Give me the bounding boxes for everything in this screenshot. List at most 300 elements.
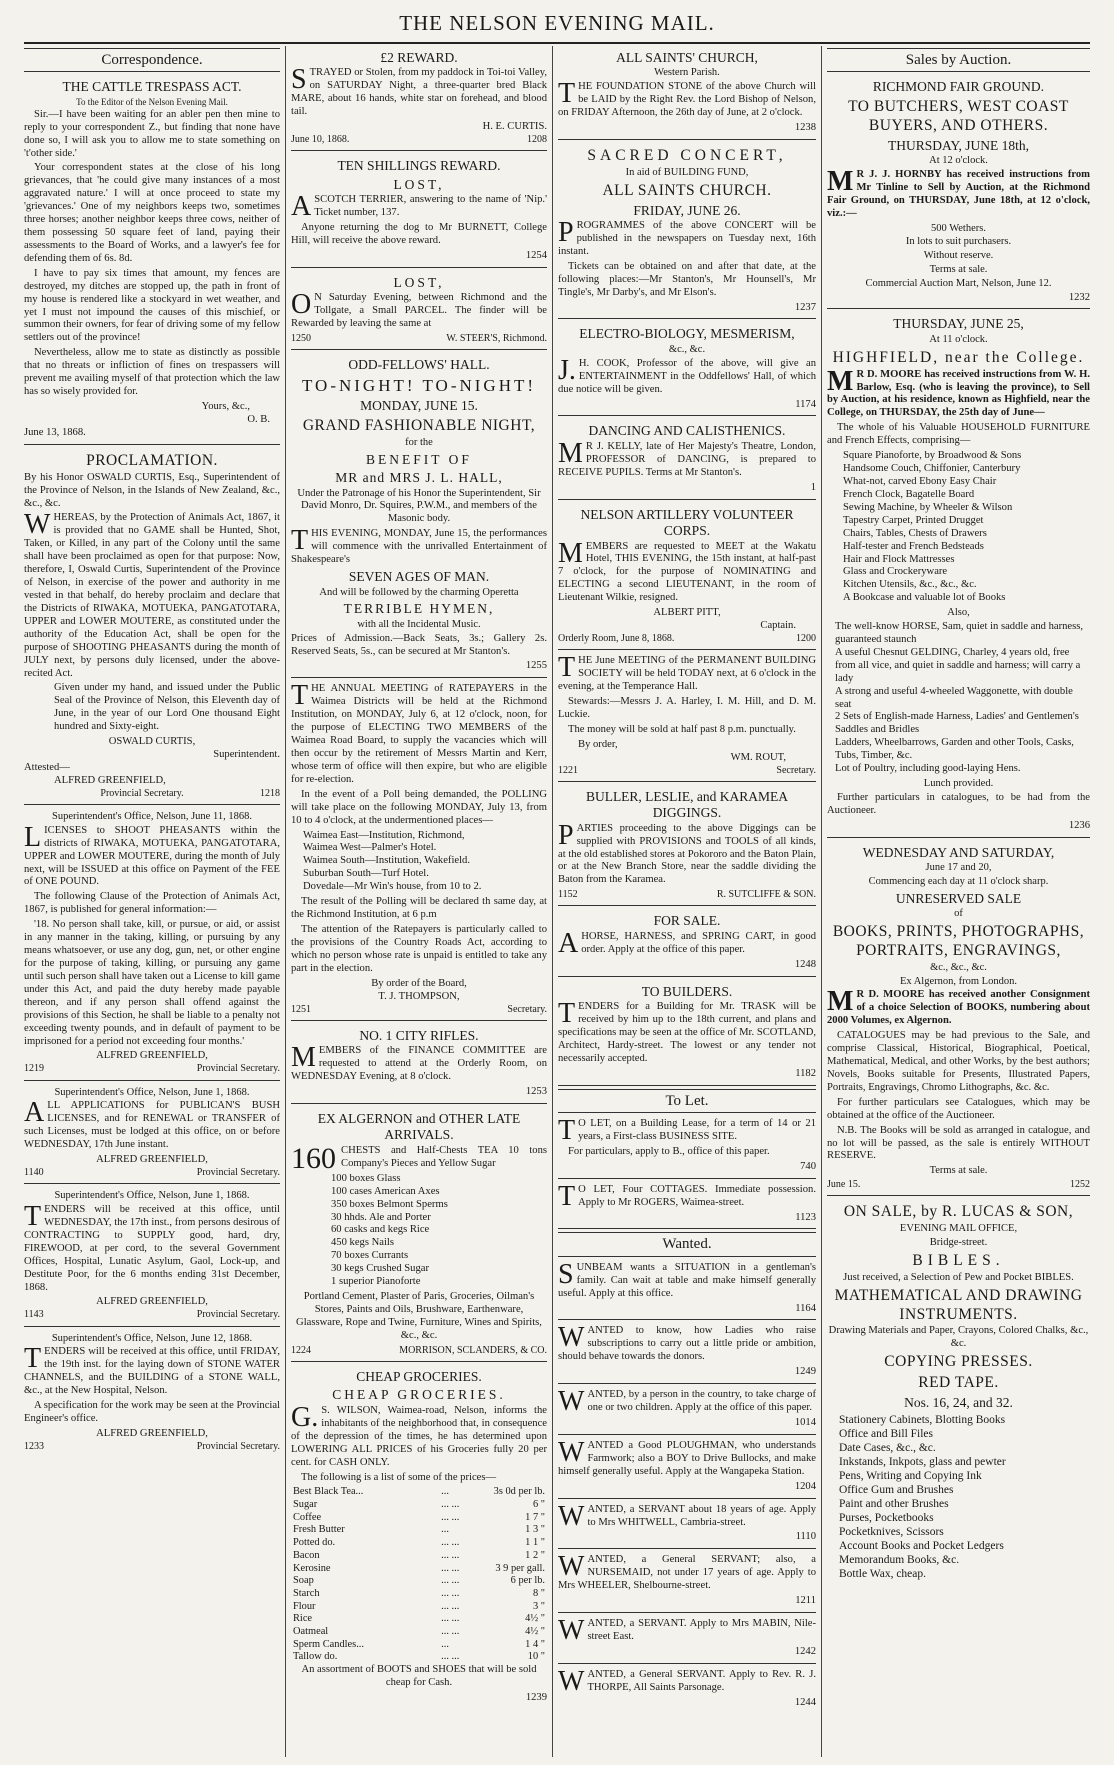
ad-body: ON Saturday Evening, between Richmond and the Tollgate, a Small PARCEL. The finder will be Rewarded by leaving the same at [291,289,547,330]
column-divider [552,46,553,1757]
firewood-tenders-notice [24,1187,280,1326]
wanted-ad [558,1387,816,1435]
proclamation-title: PROCLAMATION. [86,451,218,469]
notice-signer-title: Provincial Secretary. [196,1166,280,1178]
ad-body: TENDERS for a Building for Mr. TRASK will be received by him up to the 18th current, and plans and specifications may be seen at the office of Mr. SCOTLAND, Architect, Hardy-street. The lowest or any tender not necessarily accepted. [558,998,816,1064]
ad-number: 1244 [794,1696,816,1708]
list-item: A strong and useful 4-wheeled Waggonette, with double seat [835,685,1073,710]
list-item: 100 boxes Glass [331,1172,401,1184]
proclamation-intro: By his Honor OSWALD CURTIS, Esq., Superintendent of the Province of Nelson, in the Islands of New Zealand, &c., &c., &c. [24,471,280,509]
building-society-ad [558,653,816,782]
list-item: Account Books and Pocket Ledgers [839,1539,1004,1552]
section-heading-to-let: To Let. [558,1089,816,1113]
list-item: Glass and Crockeryware [843,566,948,578]
list-item: Waimea West—Palmer's Hotel. [303,842,437,854]
price-row [291,1524,547,1537]
ad-subtitle: &c., &c. [668,343,706,355]
letter-paragraph: Your correspondent states at the close of his long grievances, that 'he could give many instances of a most aggravated nature.' I will at once proceed to state my 'grievances.' One of my neighbors keeps two, sometimes three horses; another neighbor keeps three cows, neither of them possessing 50 square feet of land, paying their assessments to the Board of Works, and a lawyer's fee for defending them of 6s. 8d. [24,162,280,264]
list-item: Office Gum and Brushes [839,1483,954,1496]
letter-date: June 13, 1868. [24,426,86,438]
ad-church: ALL SAINTS CHURCH. [602,181,772,199]
ad-number: 1218 [260,787,280,799]
wanted-ad [558,1667,816,1714]
list-item: Bottle Wax, cheap. [839,1567,927,1580]
column-divider [821,46,822,1757]
ad-number: 1238 [794,122,816,134]
ad-text: Lunch provided. [923,778,994,790]
ten-shillings-reward-ad [291,154,547,268]
ad-body: WANTED a Good PLOUGHMAN, who understands Farmwork; also a BOY to Drive Bullocks, and make himself generally useful. Apply at the Wangapeka Station. [558,1436,816,1477]
ad-body: MEMBERS are requested to MEET at the Wakatu Hotel, THIS EVENING, the 15th instant, at half-past 7 o'clock, for the purpose of NOMINATING and ELECTING a second LIEUTENANT, in the room of Lieutenant Wilkie, resigned. [558,537,816,604]
ad-order: By order, [578,738,618,750]
ad-body: WANTED, a SERVANT about 18 years of age. Apply to Mrs WHITWELL, Cambria-street. [558,1500,816,1532]
ad-text: Terms at sale. [929,1165,988,1177]
list-item: Kitchen Utensils, &c., &c., &c. [843,579,977,591]
list-item: 1 superior Pianoforte [331,1276,421,1288]
ad-prices: Prices of Admission.—Back Seats, 3s.; Gallery 2s. Reserved Seats, 5s., can be secured at Mr Stanton's. [291,632,547,657]
ad-body: The attention of the Ratepayers is particularly called to the provisions of the Country Roads Act, according to which no person whose rate is unpaid is entitled to take any part in the election. [291,923,547,974]
cattle-trespass-letter [24,75,280,444]
ad-date: June 15. [827,1179,861,1191]
notice-signer: ALFRED GREENFIELD, [96,1296,208,1308]
letter-addressee: To the Editor of the Nelson Evening Mail. [76,96,228,107]
price-row [291,1575,547,1588]
price-value: 1 1 " [525,1537,545,1549]
letter-signoff: Yours, &c., [201,401,250,413]
list-item: Memorandum Books, &c. [839,1553,960,1566]
ad-number: 1221 [558,764,578,776]
list-item: Chairs, Tables, Chests of Drawers [843,527,987,539]
price-row [291,1626,547,1639]
sacred-concert-ad [558,143,816,320]
electro-biology-ad [558,322,816,416]
proclamation-given: Given under my hand, and issued under the Public Seal of the Province of Nelson, this Eleventh day of June, in the year of our Lord One thousand Eight hundred and Sixty-eight. [54,682,280,733]
ad-number: 1253 [525,1085,547,1097]
list-item: 450 kegs Nails [331,1237,394,1249]
price-dots: ... ... [441,1575,460,1587]
ad-text: EVENING MAIL OFFICE, [899,1223,1018,1235]
list-item: Stationery Cabinets, Blotting Books [839,1413,1006,1426]
to-builders-ad [558,980,816,1086]
list-item: Hair and Flock Mattresses [843,553,955,565]
notice-signer-title: Provincial Secretary. [196,1063,280,1075]
section-heading-wanted: Wanted. [558,1232,816,1256]
ad-number: 1237 [794,301,816,313]
price-value: 8 " [532,1587,545,1599]
notice-signer: ALFRED GREENFIELD, [96,1154,208,1166]
ad-body: MR J. J. HORNBY has received instructions from Mr Tinline to Sell by Auction, at the Richmond Fair Ground, on THURSDAY, June 18th, at 12 o'clock, viz.:— [827,165,1090,219]
ad-signer: ALBERT PITT, [653,607,721,619]
price-item: Tallow do. [293,1651,338,1663]
letter-signature: O. B. [247,413,270,425]
ad-body: STRAYED or Stolen, from my paddock in Toi-toi Valley, on SATURDAY Night, a three-quarter bred Black MARE, about 16 hands, white star on forehead, and blood tail. [291,64,547,118]
price-list [291,1486,547,1664]
list-item: French Clock, Bagatelle Board [843,488,975,500]
ad-text: And will be followed by the charming Operetta [319,586,519,598]
ad-body: MR J. KELLY, late of Her Majesty's Theatre, London, PROFESSOR of DANCING, is prepared to RECEIVE PUPILS. Terms at Mr Stanton's. [558,437,816,478]
ad-number: 1123 [795,1211,816,1223]
ad-number: 1219 [24,1063,44,1075]
ad-text: with all the Incidental Music. [357,618,481,630]
stone-wall-tenders-notice [24,1330,280,1457]
letter-paragraph: Sir.—I have been waiting for an abler pen then mine to reply to your correspondent Z., but finding that none have done so, I will ask you to allow me to state something on 't'other side.' [24,108,280,159]
ratepayers-meeting-ad [291,681,547,1020]
lucas-stationery-ad [827,1199,1090,1586]
highfield-auction [827,312,1090,837]
ad-number: 1233 [24,1440,44,1452]
list-item: Handsome Couch, Chiffonier, Canterbury [843,463,1021,475]
ad-number: 1140 [24,1166,44,1178]
ad-number: 740 [800,1160,816,1172]
ad-tonight: TO-NIGHT! TO-NIGHT! [301,375,537,395]
ad-body: MR D. MOORE has received another Consignment of a choice Selection of BOOKS, numbering about 2000 Volumes, ex Algernon. [827,986,1090,1027]
notice-office: Superintendent's Office, Nelson, June 1, 1868. [54,1190,250,1202]
ad-body: Stewards:—Messrs J. A. Harley, I. M. Hill, and D. M. Luckie. [558,695,816,720]
ad-date: MONDAY, JUNE 15. [360,398,478,414]
ad-text: 500 Wethers. [931,222,986,234]
price-dots: ... [441,1638,449,1650]
ad-title: ON SALE, by R. LUCAS & SON, [843,1203,1074,1221]
price-value: 4½ " [525,1613,545,1625]
price-item: Sperm Candles... [293,1638,364,1650]
price-value: 3 " [532,1600,545,1612]
column-3 [558,46,816,1757]
ad-body: THE FOUNDATION STONE of the above Church will be LAID by the Right Rev. the Lord Bishop of Nelson, on FRIDAY Afternoon, the 26th day of June, at 2 o'clock. [558,78,816,119]
price-dots: ... ... [441,1587,460,1599]
ad-signer: R. SUTCLIFFE & SON. [716,889,816,901]
books-auction [827,841,1090,1197]
list-item: Inkstands, Inkpots, glass and pewter [839,1455,1006,1468]
notice-body: ALL APPLICATIONS for PUBLICAN'S BUSH LICENSES, and for RENEWAL or TRANSFER of such Licenses, must be lodged at this office, on or before WEDNESDAY, 17th June instant. [24,1097,280,1151]
ad-title: ELECTRO-BIOLOGY, MESMERISM, [579,326,795,342]
ad-headline: RED TAPE. [918,1374,999,1392]
ad-title: RICHMOND FAIR GROUND. [872,79,1045,95]
price-item: Rice [293,1613,313,1625]
list-item: 60 casks and kegs Rice [331,1224,430,1236]
richmond-fair-auction [827,75,1090,309]
price-value: 4½ " [525,1625,545,1637]
masthead: THE NELSON EVENING MAIL. [24,6,1090,44]
price-dots: ... ... [441,1625,460,1637]
ad-number: 1014 [794,1416,816,1428]
ad-number: 1143 [24,1309,44,1321]
ad-time: At 12 o'clock. [929,155,988,167]
ad-title: CHEAP GROCERIES. [332,1387,506,1403]
list-item: Dovedale—Mr Win's house, from 10 to 2. [303,881,482,893]
ad-text: of [954,908,963,920]
ad-number: 1164 [795,1302,816,1314]
price-item: Kerosine [293,1562,331,1574]
list-item: Paint and other Brushes [839,1497,949,1510]
ad-headline: GRAND FASHIONABLE NIGHT, [302,416,536,434]
ad-text: In lots to suit purchasers. [905,236,1012,248]
ad-body: Portland Cement, Plaster of Paris, Groceries, Oilman's Stores, Paints and Oils, Brushware, Earthenware, Glassware, Rope and Twine, Furniture, Wines and Spirits, &c., &c. [296,1291,542,1341]
ad-number: 1204 [794,1480,816,1492]
notice-signer-title: Provincial Secretary. [196,1309,280,1321]
ad-signer-title: Captain. [760,620,796,632]
ad-text: June 17 and 20, [925,862,992,874]
ad-time: At 11 o'clock. [929,333,988,345]
notice-body: The following Clause of the Protection of Animals Act, 1867, is published for general information:— [24,891,280,916]
list-item: What-not, carved Ebony Easy Chair [843,475,997,487]
price-value: 3 9 per gall. [495,1562,545,1574]
list-item: The well-know HORSE, Sam, quiet in saddle and harness, guaranteed staunch [835,621,1084,645]
ad-headline: BOOKS, PRINTS, PHOTOGRAPHS, PORTRAITS, ENGRAVINGS, [832,922,1085,959]
list-item: Office and Bill Files [839,1427,934,1440]
letter-paragraph: I have to pay six times that amount, my fences are destroyed, my ditches are stopped up, the path in front of my house is rendered like a stockyard in wet weather, and yet I must not impound the causes of this mischief, or summon their owners, for fear of driving some of my fellow settlers out of the province! [24,267,280,344]
price-item: Starch [293,1587,320,1599]
ad-body: WANTED, by a person in the country, to take charge of one or two children. Apply at the office of this paper. [558,1386,816,1418]
price-item: Fresh Butter [293,1524,345,1536]
price-dots: ... ... [441,1511,460,1523]
ad-text: Bridge-street. [929,1237,988,1249]
artillery-volunteer-ad [558,503,816,651]
ad-title: ALL SAINTS' CHURCH, [616,50,758,65]
ad-signer-title: Secretary. [776,764,816,776]
list-item: 30 kegs Crushed Sugar [331,1263,429,1275]
ad-signer: MORRISON, SCLANDERS, & CO. [399,1344,547,1356]
ad-body: Anyone returning the dog to Mr BURNETT, College Hill, will receive the above reward. [291,222,547,246]
ad-body: MR D. MOORE has received instructions from W. H. Barlow, Esq. (who is leaving the province), to Sell by Auction, at his residence, known as Highfield, near the College, on THURSDAY, the 25th day of June— [827,365,1090,419]
price-dots: ... ... [441,1549,460,1561]
ad-title: UNRESERVED SALE [895,890,1022,906]
ad-body: THE ANNUAL MEETING of RATEPAYERS in the Waimea Districts will be held at the Richmond Institution, on MONDAY, July 6, at 12 o'clock, noon, for the purpose of ELECTING TWO MEMBERS of the Waimea Road Board, to supply the vacancies which will then occur by the retirement of Messrs Martin and Kerr, whose term of office will then expire, but who are eligible for re-election. [291,680,547,785]
ad-body: WANTED, a SERVANT. Apply to Mrs MABIN, Nile-street East. [558,1615,816,1647]
list-item: 350 boxes Belmont Sperms [331,1198,448,1210]
list-item: Lot of Poultry, including good-laying Hens. [835,763,1021,775]
ad-title: BULLER, LESLIE, and KARAMEA DIGGINGS. [585,788,789,821]
dancing-calisthenics-ad [558,419,816,499]
notice-clause: '18. No person shall take, kill, or pursue, or aid, or assist in any manner in the taking, killing, or pursuing by any means whatsoever, or use any dog, gun, net, or other engine for the purpose of taking, killing, or pursuing any game until such person shall have taken out a License to kill game under this Act, and paid the duty hereby made payable thereon, and if any person shall offend against the provisions of this Section, he shall be liable to a penalty not exceeding twenty pounds, and in default of payment to be imprisoned for a period not exceeding four months.' [24,919,280,1047]
notice-body: TENDERS will be received at this office, until WEDNESDAY, the 17th inst., from persons desirous of CONTRACTING to SUPPLY good, hard, dry, FIREWOOD, at per cord, to the several Government Offices, Hospital, Lunatic Asylum, Gaol, Lock-up, and Destitute Poor, for the 6 months ending 31st December, 1868. [24,1200,280,1293]
ad-body: TO LET, on a Building Lease, for a term of 14 or 21 years, a First-class BUSINESS SITE. [558,1115,816,1146]
ad-number: 1174 [795,398,816,410]
ad-body: WANTED, a General SERVANT. Apply to Rev. R. J. THORPE, All Saints Parsonage. [558,1665,816,1697]
price-item: Coffee [293,1511,322,1523]
ad-number: 1200 [796,632,816,644]
to-let-business-site-ad [558,1116,816,1179]
ad-text: for the [405,436,433,448]
ad-signer: T. J. THOMPSON, [378,990,460,1002]
price-value: 3s 0d per lb. [493,1486,545,1498]
wanted-ad [558,1616,816,1664]
ad-title: CHEAP GROCERIES. [356,1368,482,1384]
ad-body: The whole of his Valuable HOUSEHOLD FURNITURE and French Effects, comprising— [827,422,1090,447]
ad-title: LOST, [393,274,445,290]
ad-body: MEMBERS of the FINANCE COMMITTEE are requested to attend at the Orderly Room, on WEDNESDAY Evening, at 8 o'clock. [291,1042,547,1082]
price-value: 6 " [532,1499,545,1511]
ad-body: G.S. WILSON, Waimea-road, Nelson, informs the inhabitants of the neighborhood that, in consequence of the depression of the times, he has determined upon LOWERING ALL PRICES of his Groceries fully 20 per cent. for CASH ONLY. [291,1401,547,1468]
ad-body: Drawing Materials and Paper, Crayons, Colored Chalks, &c., &c. [828,1325,1089,1350]
ad-title: FOR SALE. [653,913,721,929]
list-item: Pocketknives, Scissors [839,1525,944,1538]
ad-text: Nos. 16, 24, and 32. [904,1395,1013,1411]
ad-operetta-title: TERRIBLE HYMEN, [343,601,495,617]
column-4 [827,46,1090,1757]
list-item: A Bookcase and valuable lot of Books [843,592,1006,604]
ad-number: 1255 [525,660,547,672]
ad-number: 1152 [558,889,578,901]
ad-number: 1239 [525,1691,547,1703]
list-item: Waimea East—Institution, Richmond, [303,829,465,841]
list-item: 30 hhds. Ale and Porter [331,1211,431,1223]
publicans-licenses-notice [24,1084,280,1185]
ad-title: SACRED CONCERT, [587,146,787,164]
ad-body: J.H. COOK, Professor of the above, will give an ENTERTAINMENT in the Oddfellows' Hall, of which due notice will be given. [558,354,816,395]
list-item: Half-tester and French Bedsteads [843,540,984,552]
ad-date: THURSDAY, JUNE 25, [893,316,1024,332]
column-divider [285,46,286,1757]
proclamation-attester: ALFRED GREENFIELD, [54,774,166,786]
algernon-arrivals-ad [291,1107,547,1362]
price-value: 1 3 " [525,1524,545,1536]
ad-headline: BIBLES. [912,1251,1005,1269]
section-heading-correspondence: Correspondence. [24,48,280,72]
ad-subtitle: Western Parish. [654,67,720,79]
ad-number: 1252 [1070,1179,1090,1191]
ad-title: NELSON ARTILLERY VOLUNTEER CORPS. [580,506,794,539]
ad-body: The result of the Polling will be declared th same day, at the Richmond Institution, at 6 p.m [291,896,547,921]
price-item: Flour [293,1600,316,1612]
price-row [291,1499,547,1512]
ad-room: Orderly Room, June 8, 1868. [558,632,675,644]
list-item: Purses, Pocketbooks [839,1511,934,1524]
notice-body: LICENSES to SHOOT PHEASANTS within the districts of RIWAKA, MOTUEKA, PANGATOTARA, UPPER and LOWER MOUTERE, during the month of July next, will be ISSUED at this office on Payment of the FEE of ONE POUND. [24,821,280,888]
ad-body: Further particulars in catalogues, to be had from the Auctioneer. [827,791,1090,816]
price-row [291,1537,547,1550]
ad-play-title: SEVEN AGES OF MAN. [348,569,490,585]
ad-date: THURSDAY, JUNE 18th, [887,137,1030,153]
proclamation-signer: OSWALD CURTIS, [108,736,196,748]
ad-title: NO. 1 CITY RIFLES. [359,1027,479,1043]
ad-signer-title: Secretary. [507,1003,547,1015]
notice-signer: ALFRED GREENFIELD, [96,1050,208,1062]
price-item: Soap [293,1575,314,1587]
ad-number: 1236 [1068,819,1090,831]
list-item: Ladders, Wheelbarrows, Garden and other Tools, Casks, Tubs, Timber, &c. [835,737,1074,762]
column-1 [24,46,280,1757]
cheap-groceries-ad [291,1365,547,1709]
ad-signer: H. E. CURTIS. [482,121,547,133]
ad-number: 1251 [291,1003,311,1015]
price-value: 1 4 " [525,1638,545,1650]
ad-text: Without reserve. [923,250,994,262]
price-value: 10 " [527,1651,545,1663]
to-let-cottages-ad [558,1182,816,1230]
ad-body: SUNBEAM wants a SITUATION in a gentleman's family. Can wait at table and make himself generally useful. Apply at this office. [558,1258,816,1299]
price-row [291,1512,547,1525]
price-value: 1 7 " [525,1511,545,1523]
notice-signer: ALFRED GREENFIELD, [96,1427,208,1439]
price-dots: ... ... [441,1562,460,1574]
list-item: Sewing Machine, by Wheeler & Wilson [843,501,1013,513]
ad-body: N.B. The Books will be sold as arranged in catalogue, and no lot will be passed, as the sale is entirely WITHOUT RESERVE. [827,1124,1090,1162]
ad-number: 1211 [795,1595,816,1607]
ad-subtitle: LOST, [393,176,445,192]
list-item: Tapestry Carpet, Printed Drugget [843,514,984,526]
ad-number: 1232 [1068,291,1090,303]
price-item: Sugar [293,1499,318,1511]
price-row [291,1601,547,1614]
list-item: 70 boxes Currants [331,1250,409,1262]
ad-big-number: 160 [291,1141,336,1175]
column-2 [291,46,547,1757]
wanted-ad [558,1323,816,1384]
price-row [291,1563,547,1576]
price-dots: ... [441,1486,449,1498]
ad-mart: Commercial Auction Mart, Nelson, June 12. [865,277,1052,289]
ad-number: 1 [810,481,816,493]
price-dots: ... [441,1524,449,1536]
ad-body: ASCOTCH TERRIER, answering to the name of 'Nip.' Ticket number, 137. [291,191,547,223]
ad-title: ODD-FELLOWS' HALL. [348,357,490,373]
price-row [291,1550,547,1563]
notice-signer-title: Provincial Secretary. [196,1440,280,1452]
two-pound-reward-ad [291,46,547,151]
ad-text: Ex Algernon, from London. [900,975,1017,987]
price-dots: ... ... [441,1600,460,1612]
letter-title: THE CATTLE TRESPASS ACT. [62,79,242,95]
ad-body: Tickets can be obtained on and after that date, at the following places:—Mr Stanton's, Mr Hounsell's, Mr Tingle's, Mr Darby's, and Mr Elson's. [558,260,816,298]
ad-title: HIGHFIELD, near the College. [832,348,1085,366]
diggings-ad [558,785,816,907]
ad-headline: TO BUTCHERS, WEST COAST BUYERS, AND OTHERS. [848,97,1069,134]
ad-headline: COPYING PRESSES. [884,1353,1033,1371]
ad-subtitle: In aid of BUILDING FUND, [625,166,749,178]
ad-body: TO LET, Four COTTAGES. Immediate possession. Apply to Mr ROGERS, Waimea-street. [558,1180,816,1212]
price-row [291,1613,547,1626]
price-row [291,1651,547,1664]
ad-date: WEDNESDAY AND SATURDAY, [862,844,1055,860]
ad-signer: W. STEER'S, Richmond. [446,333,547,345]
ad-number: 1182 [795,1067,816,1079]
ad-names: MR and MRS J. L. HALL, [335,470,503,486]
ad-body: For further particulars see Catalogues, which may be obtained at the office of the Auctioneer. [827,1096,1090,1121]
ad-title: DANCING AND CALISTHENICS. [588,423,786,439]
ad-number: 1224 [291,1344,311,1356]
price-item: Best Black Tea... [293,1486,364,1498]
all-saints-church-ad [558,46,816,140]
ad-number: 1249 [794,1366,816,1378]
price-row [291,1486,547,1499]
price-item: Bacon [293,1549,320,1561]
ad-title: EX ALGERNON and OTHER LATE ARRIVALS. [317,1110,521,1143]
price-dots: ... ... [441,1499,460,1511]
price-row [291,1639,547,1652]
ad-patronage: Under the Patronage of his Honor the Superintendent, Sir David Monro, Dr. Squires, P.W.M., and members of the Masonic body. [297,487,541,525]
wanted-ad [558,1552,816,1613]
ad-body: THIS EVENING, MONDAY, June 15, the performances will commence with the unrivalled Entertainment of Shakespeare's [291,525,547,566]
wanted-ad [558,1260,816,1321]
list-item: Date Cases, &c., &c. [839,1441,936,1454]
ad-body: PROGRAMMES of the above CONCERT will be published in the newspapers on Tuesday next, 16th instant. [558,217,816,257]
price-dots: ... ... [441,1613,460,1625]
ad-body: WANTED to know, how Ladies who raise subscriptions to carry out a little pride or ambition, should behave towards the donors. [558,1322,816,1363]
ad-body: In the event of a Poll being demanded, the POLLING will take place on the following MONDAY, July 13, from 10 to 4 o'clock, at the undermentioned places— [291,788,547,826]
notice-office: Superintendent's Office, Nelson, June 12, 1868. [51,1332,253,1344]
price-value: 1 2 " [525,1549,545,1561]
ad-title: £2 REWARD. [380,50,458,65]
ad-number: 1110 [795,1531,816,1543]
price-item: Oatmeal [293,1625,329,1637]
proclamation-body: WHEREAS, by the Protection of Animals Act, 1867, it is provided that no GAME shall be Hunted, Shot, Taken, or Killed, in any part of the Colony until the same shall have been proclaimed as open for that purpose: Now, therefore, I, Oswald Curtis, Superintendent of the Province of Nelson, in exercise of the power and authority in me vested in that behalf, do hereby proclaim and declare that the Districts of RIWAKA, MOTUEKA, PANGATOTARA, UPPER and LOWER MOUTERE, as constituted under the authority of the Education Act, shall be open for the purpose of SHOOTING PHEASANTS during the month of JULY next, by persons duly licensed, under the above-recited Act. [24,509,280,679]
ad-text: &c., &c., &c. [930,961,987,973]
notice-body: A specification for the work may be seen at the Provincial Engineer's office. [24,1400,280,1424]
oddfellows-hall-ad [291,353,547,678]
ad-order: By order of the Board, [371,977,467,989]
proclamation-notice [24,448,280,805]
ad-body: AHORSE, HARNESS, and SPRING CART, in good order. Apply at the office of this paper. [558,927,816,959]
